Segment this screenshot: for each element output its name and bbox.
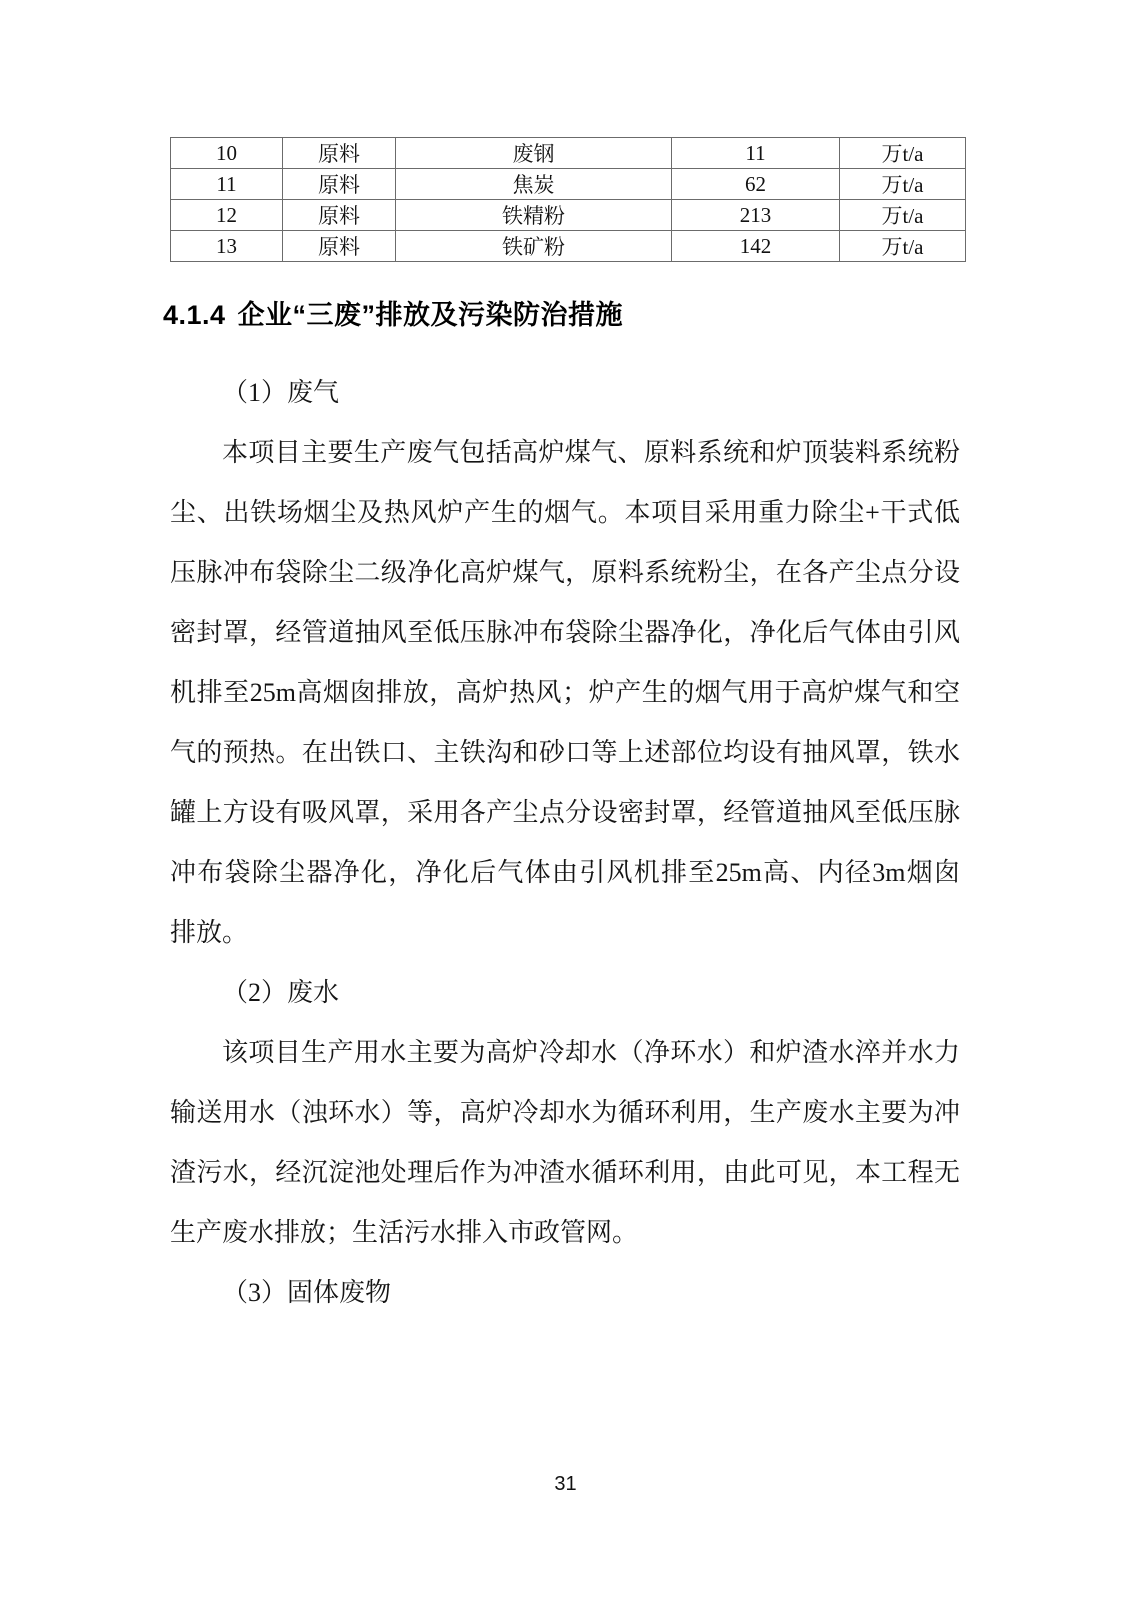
paragraph-line: 该项目生产用水主要为高炉冷却水（净环水）和炉渣水淬并水力 bbox=[222, 1038, 960, 1067]
cell-unit: 万t/a bbox=[840, 138, 966, 169]
paragraph-line: 罐上方设有吸风罩，采用各产尘点分设密封罩，经管道抽风至低压脉 bbox=[170, 798, 960, 827]
cell-name: 铁精粉 bbox=[396, 200, 672, 231]
cell-category: 原料 bbox=[283, 200, 396, 231]
cell-category: 原料 bbox=[283, 231, 396, 262]
subsection-label: （3）固体废物 bbox=[222, 1278, 392, 1307]
page-number: 31 bbox=[554, 1473, 577, 1495]
cell-unit: 万t/a bbox=[840, 200, 966, 231]
cell-value: 142 bbox=[672, 231, 840, 262]
paragraph-line: 密封罩，经管道抽风至低压脉冲布袋除尘器净化，净化后气体由引风 bbox=[170, 618, 960, 647]
paragraph-line: 压脉冲布袋除尘二级净化高炉煤气，原料系统粉尘，在各产尘点分设 bbox=[170, 558, 960, 587]
subsection-label: （1）废气 bbox=[222, 378, 340, 407]
paragraph-line: 输送用水（浊环水）等，高炉冷却水为循环利用，生产废水主要为冲 bbox=[170, 1098, 960, 1127]
cell-index: 13 bbox=[171, 231, 283, 262]
table-row bbox=[171, 200, 966, 231]
paragraph-line: 冲布袋除尘器净化，净化后气体由引风机排至25m高、内径3m烟囱 bbox=[170, 858, 960, 887]
cell-category: 原料 bbox=[283, 169, 396, 200]
raw-materials-table bbox=[170, 137, 966, 262]
subsection-label: （2）废水 bbox=[222, 978, 340, 1007]
paragraph-line: 排放。 bbox=[170, 918, 249, 947]
heading-title: 企业“三废”排放及污染防治措施 bbox=[237, 300, 624, 330]
cell-name: 废钢 bbox=[396, 138, 672, 169]
cell-name: 焦炭 bbox=[396, 169, 672, 200]
cell-name: 铁矿粉 bbox=[396, 231, 672, 262]
cell-unit: 万t/a bbox=[840, 231, 966, 262]
section-heading bbox=[163, 293, 623, 332]
cell-value: 62 bbox=[672, 169, 840, 200]
cell-category: 原料 bbox=[283, 138, 396, 169]
cell-value: 213 bbox=[672, 200, 840, 231]
cell-value: 11 bbox=[672, 138, 840, 169]
cell-index: 11 bbox=[171, 169, 283, 200]
table-row bbox=[171, 231, 966, 262]
paragraph-line: 渣污水，经沉淀池处理后作为冲渣水循环利用，由此可见，本工程无 bbox=[170, 1158, 960, 1187]
cell-index: 10 bbox=[171, 138, 283, 169]
cell-unit: 万t/a bbox=[840, 169, 966, 200]
paragraph-line: 生产废水排放；生活污水排入市政管网。 bbox=[170, 1218, 639, 1247]
table-row bbox=[171, 138, 966, 169]
paragraph-line: 机排至25m高烟囱排放，高炉热风；炉产生的烟气用于高炉煤气和空 bbox=[170, 678, 960, 707]
paragraph-line: 气的预热。在出铁口、主铁沟和砂口等上述部位均设有抽风罩，铁水 bbox=[170, 738, 960, 767]
heading-number: 4.1.4 bbox=[163, 300, 226, 330]
body-text bbox=[170, 363, 960, 1323]
paragraph-line: 尘、出铁场烟尘及热风炉产生的烟气。本项目采用重力除尘+干式低 bbox=[170, 498, 960, 527]
cell-index: 12 bbox=[171, 200, 283, 231]
table-row bbox=[171, 169, 966, 200]
paragraph-line: 本项目主要生产废气包括高炉煤气、原料系统和炉顶装料系统粉 bbox=[222, 438, 960, 467]
